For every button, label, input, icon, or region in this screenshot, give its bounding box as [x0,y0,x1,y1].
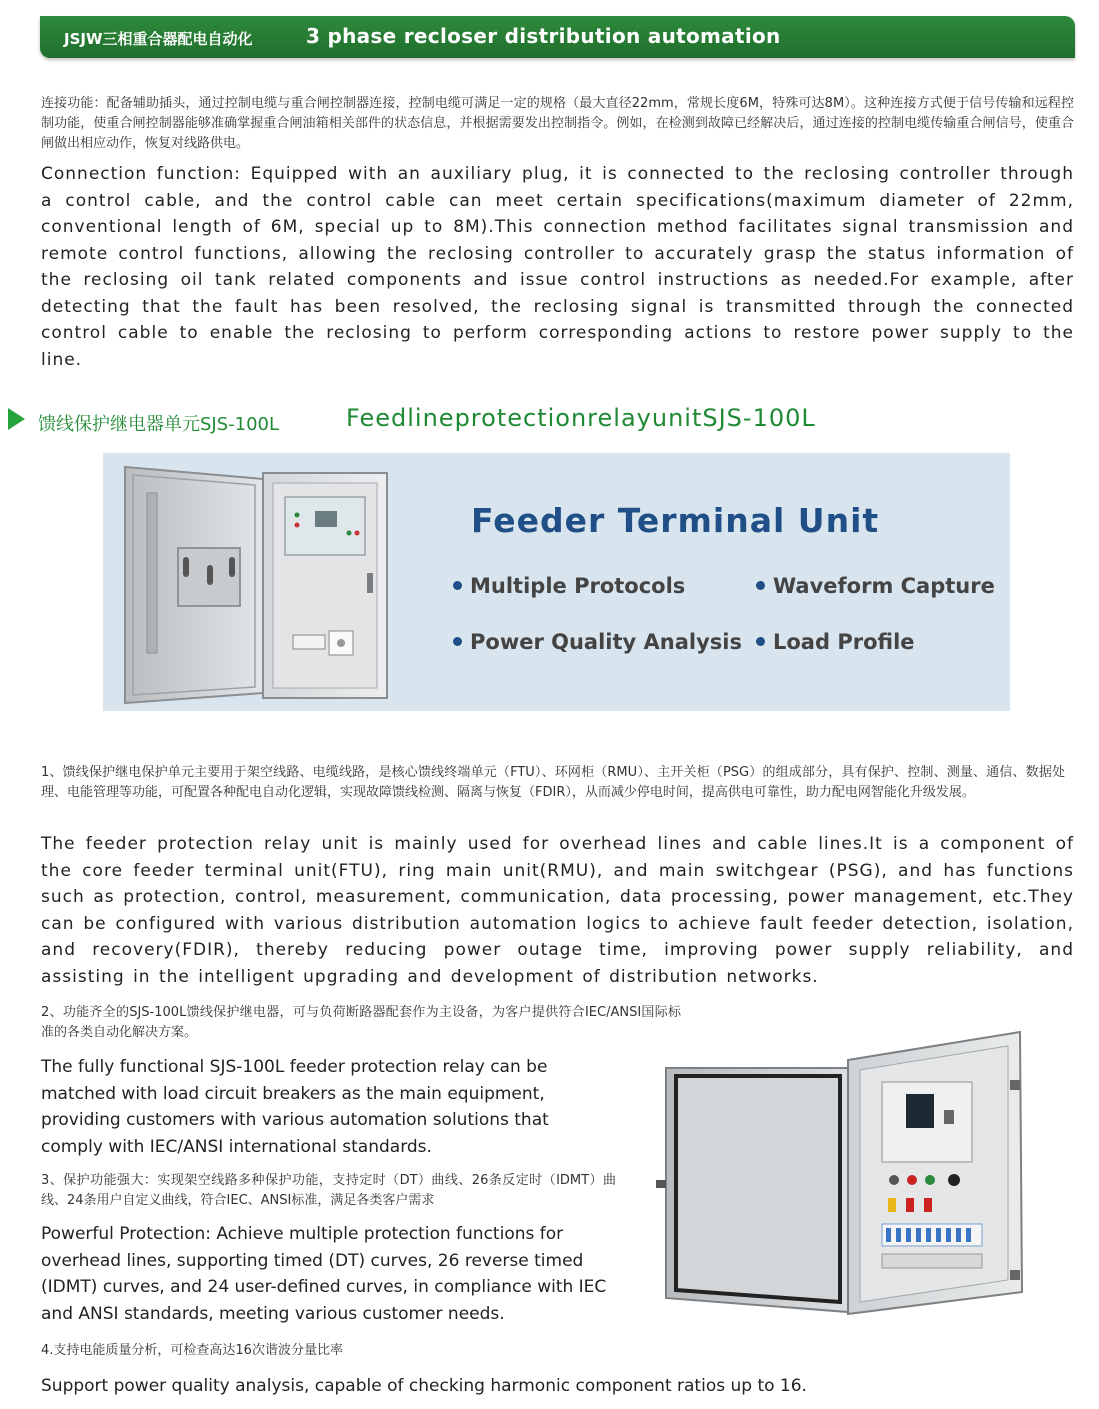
bullet-icon [756,581,765,590]
ftu-feature-3: Power Quality Analysis [453,630,742,654]
ftu-feature-4: Load Profile [756,630,915,654]
ftu-title: Feeder Terminal Unit [471,501,880,540]
section-title-en: FeedlineprotectionrelayunitSJS-100L [346,404,816,432]
header-title-zh: JSJW三相重合器配电自动化 [64,30,253,48]
item4-en: Support power quality analysis, capable of checking harmonic component ratios up to 16. [41,1376,807,1396]
bullet-icon [453,581,462,590]
header-title-en: 3 phase recloser distribution automation [306,24,781,48]
relay-cabinet-image [650,1030,1040,1320]
intro-en: Connection function: Equipped with an auxiliary plug, it is connected to the reclosing controller through a control cable, and the control cable can meet certain specifications(maximum diameter of 22mm, conventional length of 6M, special up to 8M).This connection method facilitates signal transmission and remote control functions, allowing the reclosing controller to accurately grasp the status information of the reclosing oil tank related components and issue control instructions as needed.For example, after detecting that the fault has been resolved, the reclosing signal is transmitted through the connected control cable to enable the reclosing to perform corresponding actions to restore power supply to the line. [41,164,1074,370]
item3-zh: 3、保护功能强大：实现架空线路多种保护功能，支持定时（DT）曲线、26条反定时（IDMT）曲线、24条用户自定义曲线，符合IEC、ANSI标准，满足各类客户需求 [41,1173,616,1208]
section-title-zh: 馈线保护继电器单元SJS-100L [38,414,280,435]
item2-en: The fully functional SJS-100L feeder protection relay can be matched with load circuit breakers as the main equipment, providing customers with various automation solutions that comply with IEC/ANSI international standards. [41,1057,549,1157]
item1-en: The feeder protection relay unit is mainly used for overhead lines and cable lines.It is a component of the core feeder terminal unit(FTU), ring main unit(RMU), and main switchgear (PSG), and has functions such as protection, control, measurement, communication, data processing, power management, etc.They can be configured with various distribution automation logics to achieve fault feeder detection, isolation, and recovery(FDIR), thereby reducing power outage time, improving power supply reliability, and assisting in the intelligent upgrading and development of distribution networks. [41,834,1074,987]
section-title [8,404,1088,438]
item1-zh: 1、馈线保护继电保护单元主要用于架空线路、电缆线路，是核心馈线终端单元（FTU）、环网柜（RMU）、主开关柜（PSG）的组成部分，具有保护、控制、测量、通信、数据处理、电能管理等功能，可配置各种配电自动化逻辑，实现故障馈线检测、隔离与恢复（FDIR），从而减少停电时间，提高供电可靠性，助力配电网智能化升级发展。 [41,765,1065,800]
ftu-banner [103,453,1010,711]
header-bar [40,16,1075,58]
ftu-cabinet-image [103,453,403,711]
ftu-feature-1: Multiple Protocols [453,574,685,598]
item3-en: Powerful Protection: Achieve multiple protection functions for overhead lines, supporting timed (DT) curves, 26 reverse timed (IDMT) curves, and 24 user-defined curves, in compliance with IEC and ANSI standards, meeting various customer needs. [41,1224,607,1324]
item4-zh: 4.支持电能质量分析，可检查高达16次谐波分量比率 [41,1343,343,1358]
bullet-icon [453,637,462,646]
item2-zh: 2、功能齐全的SJS-100L馈线保护继电器，可与负荷断路器配套作为主设备，为客户提供符合IEC/ANSI国际标准的各类自动化解决方案。 [41,1005,681,1040]
intro-zh: 连接功能：配备辅助插头，通过控制电缆与重合闸控制器连接，控制电缆可满足一定的规格（最大直径22mm，常规长度6M，特殊可达8M）。这种连接方式便于信号传输和远程控制功能，使重合闸控制器能够准确掌握重合闸油箱相关部件的状态信息，并根据需要发出控制指令。例如，在检测到故障已经解决后，通过连接的控制电缆传输重合闸信号，使重合闸做出相应动作，恢复对线路供电。 [41,96,1074,151]
bullet-icon [756,637,765,646]
section-arrow-icon [8,408,25,430]
ftu-feature-2: Waveform Capture [756,574,995,598]
